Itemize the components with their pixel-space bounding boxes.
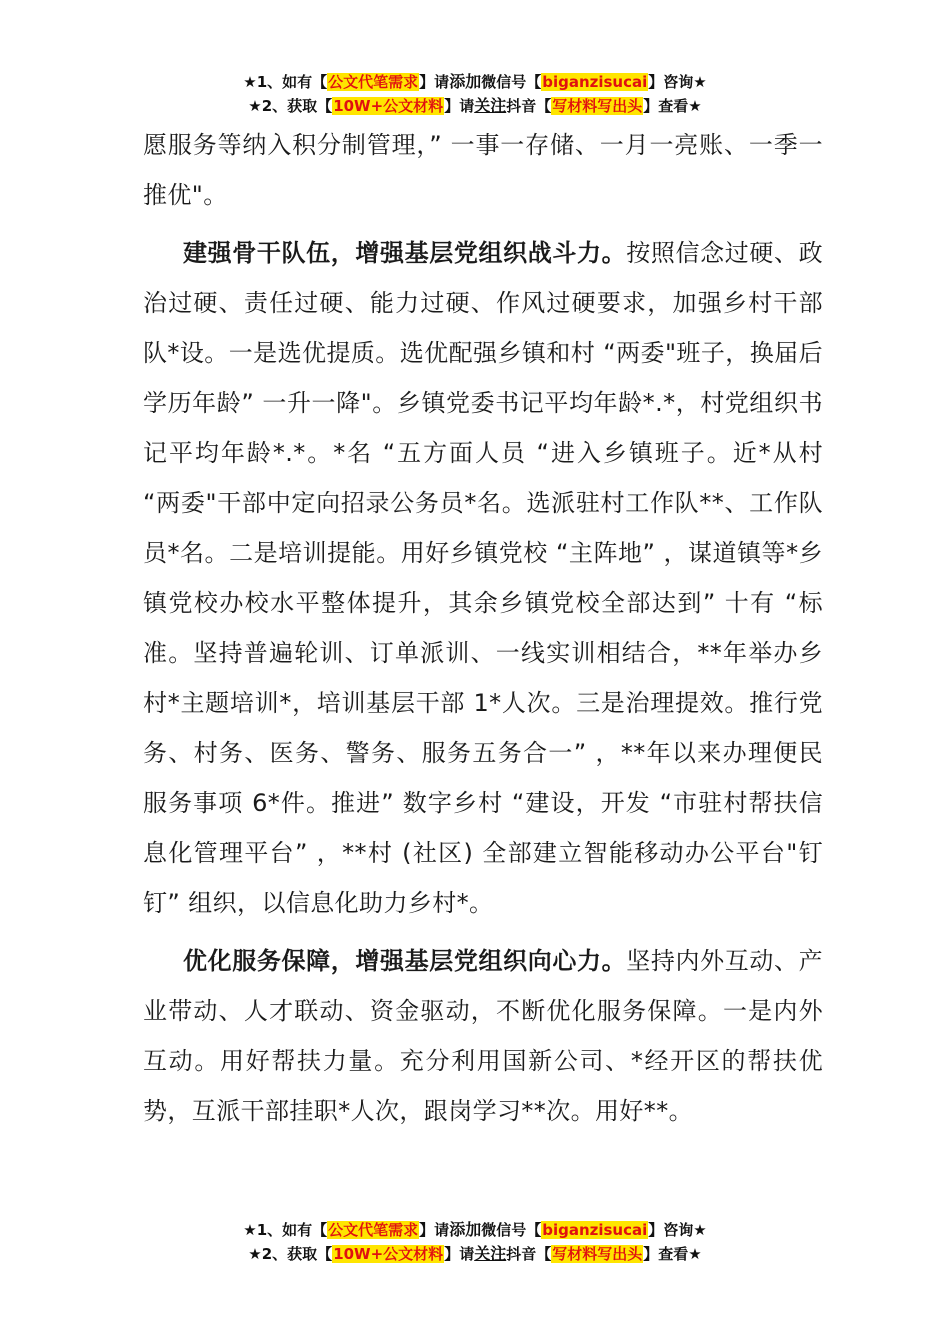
banner-line-1: ★1、如有【公文代笔需求】请添加微信号【biganzisucai】咨询★: [243, 1220, 707, 1239]
highlight-materials: 10W+公文材料: [333, 1245, 444, 1263]
paragraph-backbone-team: 建强骨干队伍，增强基层党组织战斗力。按照信念过硬、政治过硬、责任过硬、能力过硬、作风过硬要求，加强乡村干部队*设。一是选优提质。选优配强乡镇和村 “两委"班子，换届后学历年龄” 一升一降"。乡镇党委书记平均年龄*.*，村党组织书记平均年龄*.*。*名 “五方面人员 “进入乡镇班子。近*从村 “两委"干部中定向招录公务员*名。选派驻村工作队**、工作队员*名。二是培训提能。用好乡镇党校 “主阵地” ，谋道镇等*乡镇党校办校水平整体提升，其余乡镇党校全部达到” 十有 “标准。坚持普遍轮训、订单派训、一线实训相结合，**年举办乡村*主题培训*，培训基层干部 1*人次。三是治理提效。推行党务、村务、医务、警务、服务五务合一” ，**年以来办理便民服务事项 6*件。推进” 数字乡村 “建设，开发 “市驻村帮扶信息化管理平台” ，**村 (社区) 全部建立智能移动办公平台"钉钉” 组织，以信息化助力乡村*。: [143, 239, 824, 917]
paragraph-heading: 优化服务保障，增强基层党组织向心力。: [183, 947, 627, 975]
highlight-service: 公文代笔需求: [328, 1221, 419, 1239]
highlight-wechat-id: biganzisucai: [542, 73, 648, 91]
highlight-materials: 10W+公文材料: [333, 97, 444, 115]
footer-banner: [0, 1218, 950, 1266]
highlight-douyin-account: 写材料写出头: [552, 1245, 643, 1263]
highlight-douyin-account: 写材料写出头: [552, 97, 643, 115]
banner-line-2: ★2、获取【10W+公文材料】请关注抖音【写材料写出头】查看★: [248, 1244, 702, 1263]
document-body: [143, 120, 823, 1144]
paragraph-heading: 建强骨干队伍，增强基层党组织战斗力。: [183, 239, 627, 267]
highlight-wechat-id: biganzisucai: [542, 1221, 648, 1239]
header-banner: [0, 70, 950, 118]
paragraph-continuation: 愿服务等纳入积分制管理，” 一事一存储、一月一亮账、一季一推优"。: [143, 131, 823, 209]
banner-line-2: ★2、获取【10W+公文材料】请关注抖音【写材料写出头】查看★: [248, 96, 702, 115]
banner-line-1: ★1、如有【公文代笔需求】请添加微信号【biganzisucai】咨询★: [243, 72, 707, 91]
paragraph-service-support: 优化服务保障，增强基层党组织向心力。坚持内外互动、产业带动、人才联动、资金驱动，不断优化服务保障。一是内外互动。用好帮扶力量。充分利用国新公司、*经开区的帮扶优势，互派干部挂职*人次，跟岗学习**次。用好**。: [143, 947, 824, 1125]
highlight-service: 公文代笔需求: [328, 73, 419, 91]
